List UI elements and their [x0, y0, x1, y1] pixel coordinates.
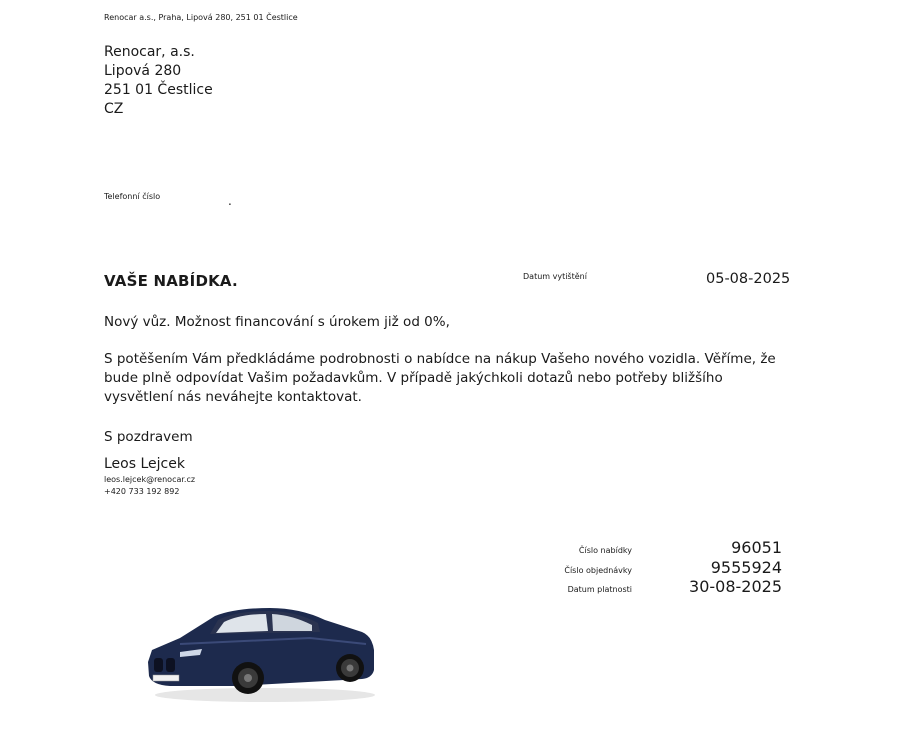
meta-label: Číslo objednávky [564, 565, 632, 575]
signature-email: leos.lejcek@renocar.cz [104, 475, 196, 484]
print-date-label: Datum vytištění [523, 272, 587, 281]
recipient-address [104, 43, 213, 119]
offer-meta-table [520, 538, 782, 597]
offer-title: VAŠE NABÍDKA. [104, 272, 238, 290]
meta-value: 96051 [731, 538, 782, 557]
letter-intro: Nový vůz. Možnost financování s úrokem již od 0%, [104, 314, 450, 330]
signature-phone: +420 733 192 892 [104, 487, 180, 496]
letter-greeting: S pozdravem [104, 429, 193, 445]
sender-line: Renocar a.s., Praha, Lipová 280, 251 01 Čestlice [104, 13, 298, 22]
meta-row-valid-until [520, 577, 782, 597]
phone-label: Telefonní číslo [104, 192, 161, 201]
meta-label: Číslo nabídky [578, 546, 632, 555]
meta-value: 30-08-2025 [689, 577, 782, 596]
phone-value: . [228, 194, 232, 208]
recipient-company: Renocar, a.s. [104, 44, 195, 60]
signature-name: Leos Lejcek [104, 456, 185, 472]
meta-row-order-number [520, 558, 782, 578]
meta-row-offer-number [520, 538, 782, 558]
recipient-street: Lipová 280 [104, 63, 182, 79]
meta-label: Datum platnosti [567, 585, 632, 594]
letter-paragraph: S potěšením Vám předkládáme podrobnosti o nabídce na nákup Vašeho nového vozidla. Věříme, že bude plně odpovídat Vašim požadavkům. V případě jakýchkoli dotazů nebo potřeby bližšího vysvětlení nás neváhejte kontaktovat. [104, 351, 776, 405]
recipient-country: CZ [104, 101, 124, 117]
meta-value: 9555924 [710, 557, 782, 577]
recipient-city: 251 01 Čestlice [104, 82, 213, 98]
car-image [140, 600, 380, 705]
print-date: 05-08-2025 [706, 271, 791, 287]
